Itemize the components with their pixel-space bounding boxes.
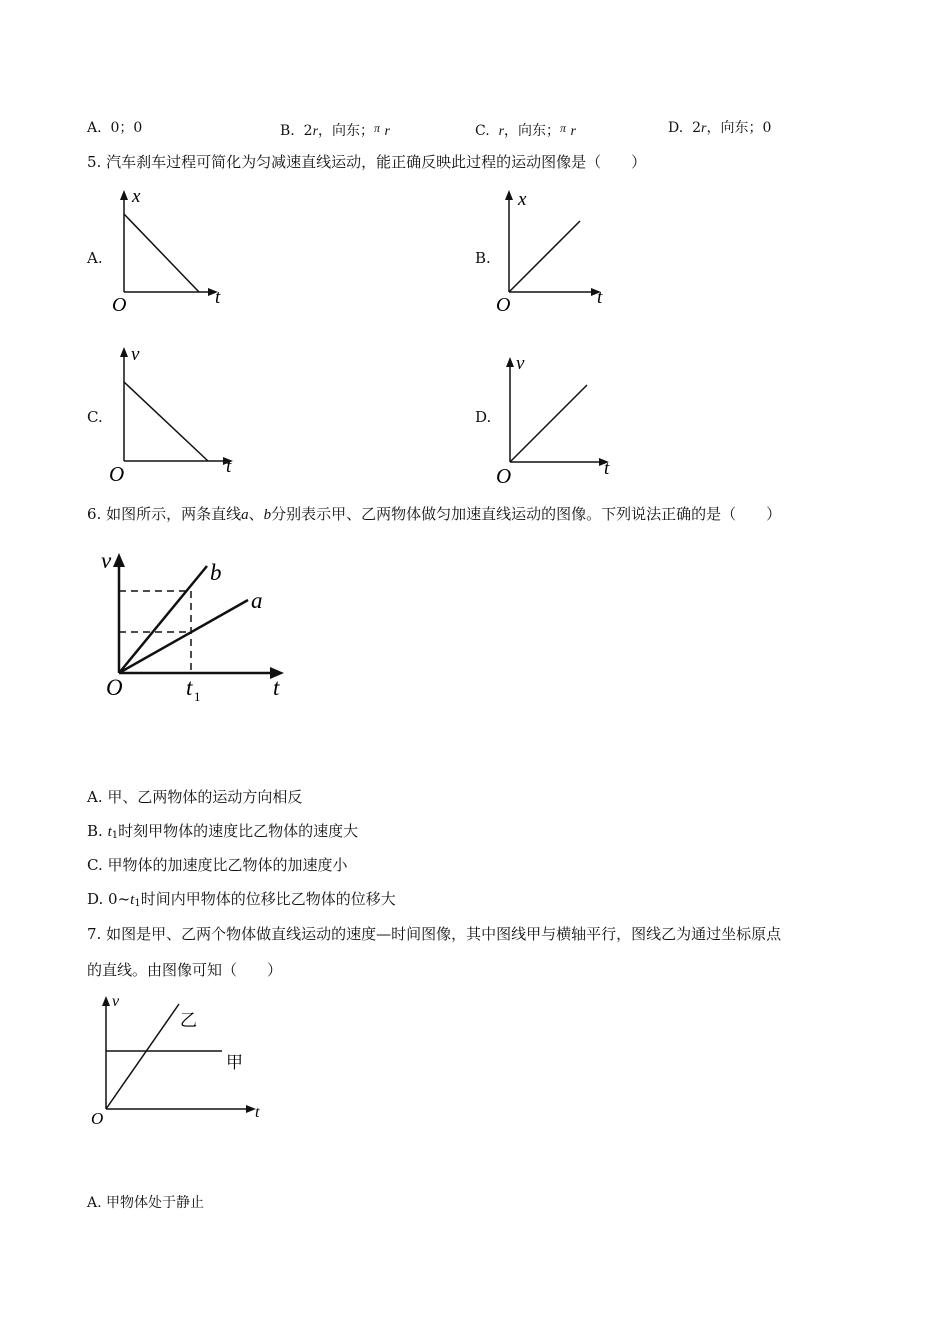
decreasing-line	[124, 382, 208, 461]
line-a-label: a	[251, 588, 263, 613]
increasing-line	[509, 221, 580, 292]
x-axis-label: t	[255, 1104, 260, 1121]
q7-option-a: A. 甲物体处于静止	[87, 1195, 205, 1211]
line-yi-label: 乙	[180, 1011, 197, 1030]
origin-label: O	[112, 294, 127, 315]
q5-graph-d	[490, 350, 625, 490]
line-b-label: b	[210, 560, 222, 585]
q5-graph-c	[105, 340, 245, 490]
q6-option-d: D. $0\sim t_1$时间内甲物体的位移比乙物体的位移大	[87, 890, 396, 909]
q6-figure	[90, 540, 300, 710]
q5-graph-d-label: D.	[475, 408, 492, 426]
line-a	[119, 600, 248, 673]
q6-option-b: B. $t_1$时刻甲物体的速度比乙物体的速度大	[87, 822, 359, 841]
q5-graph-c-label: C.	[87, 408, 103, 426]
decreasing-line	[124, 214, 199, 292]
y-axis-label: v	[131, 344, 140, 365]
x-axis-label: t	[273, 675, 280, 700]
q7-stem-line2: 的直线。由图像可知（ ）	[87, 961, 283, 979]
q5-graph-b	[490, 185, 615, 315]
q7-figure	[85, 990, 275, 1130]
origin-label: O	[106, 675, 123, 700]
origin-label: O	[496, 294, 511, 315]
line-jia-label: 甲	[226, 1053, 243, 1072]
origin-label: O	[109, 462, 125, 486]
x-axis-label: t	[226, 456, 232, 477]
increasing-line	[510, 385, 587, 462]
q4-option-b: B. 2r，向东；π r	[280, 121, 390, 139]
q4-option-a: A. 0；0	[87, 120, 143, 136]
q6-stem: 6. 如图所示，两条直线a、b分别表示甲、乙两物体做匀加速直线运动的图像。下列说法正确的是（ ）	[87, 505, 782, 523]
q5-graph-a	[105, 185, 230, 315]
tick-label: t	[186, 675, 193, 700]
line-yi	[106, 1004, 179, 1109]
q6-option-c: C. 甲物体的加速度比乙物体的加速度小	[87, 856, 348, 874]
q5-graph-b-label: B.	[475, 249, 491, 267]
tick-subscript: 1	[194, 689, 201, 704]
y-axis-label: x	[518, 189, 527, 210]
y-axis-label: v	[101, 548, 112, 573]
line-b	[119, 566, 207, 673]
q6-option-a: A. 甲、乙两物体的运动方向相反	[87, 788, 303, 806]
y-axis-label: x	[132, 186, 141, 207]
q7-stem-line1: 7. 如图是甲、乙两个物体做直线运动的速度—时间图像，其中图线甲与横轴平行，图线乙为通过坐标原点	[87, 925, 782, 943]
y-axis-label: v	[516, 353, 525, 374]
origin-label: O	[91, 1109, 104, 1128]
q4-option-c: C. r，向东；π r	[475, 121, 576, 139]
origin-label: O	[496, 464, 512, 488]
x-axis-label: t	[604, 458, 610, 479]
q5-stem: 5. 汽车刹车过程可简化为匀减速直线运动，能正确反映此过程的运动图像是（ ）	[87, 153, 647, 171]
y-axis-label: v	[112, 993, 120, 1010]
x-axis-label: t	[597, 287, 603, 308]
q4-option-d: D. 2r，向东；0	[668, 120, 772, 136]
q5-graph-a-label: A.	[87, 249, 103, 267]
x-axis-label: t	[215, 287, 221, 308]
